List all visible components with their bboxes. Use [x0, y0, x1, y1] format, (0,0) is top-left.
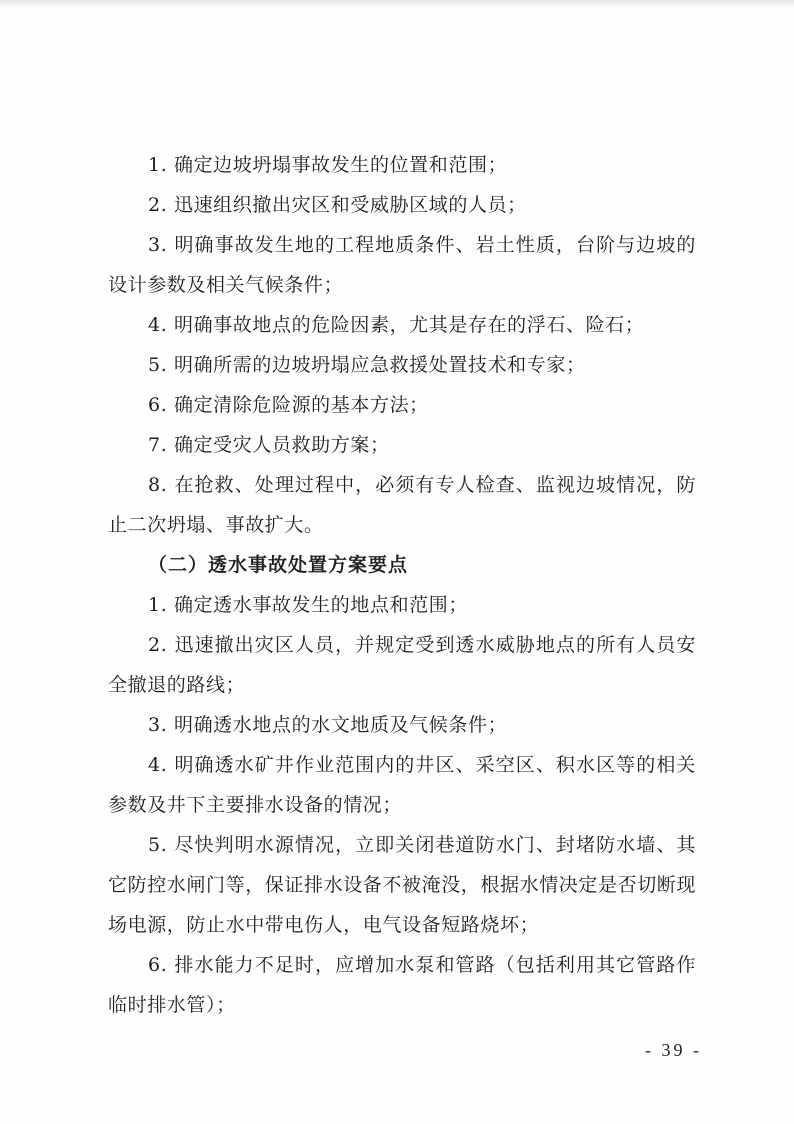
paragraph-1-1: 1. 确定边坡坍塌事故发生的位置和范围； — [148, 154, 508, 176]
paragraph-2-2: 2. 迅速撤出灾区人员，并规定受到透水威胁地点的所有人员安全撤退的路线； — [108, 634, 696, 696]
paragraph-1-2: 2. 迅速组织撤出灾区和受威胁区域的人员； — [148, 194, 527, 216]
paragraph-1-5: 5. 明确所需的边坡坍塌应急救援处置技术和专家； — [148, 354, 586, 376]
document-body — [108, 145, 696, 1025]
scan-edge-shadow — [0, 0, 794, 8]
paragraph-1-4: 4. 明确事故地点的危险因素，尤其是存在的浮石、险石； — [148, 314, 645, 336]
section-heading: （二）透水事故处置方案要点 — [148, 554, 409, 576]
paragraph-1-6: 6. 确定清除危险源的基本方法； — [148, 394, 429, 416]
paragraph-1-3: 3. 明确事故发生地的工程地质条件、岩土性质，台阶与边坡的设计参数及相关气候条件； — [108, 234, 696, 296]
paragraph-2-4: 4. 明确透水矿井作业范围内的井区、采空区、积水区等的相关参数及井下主要排水设备的情况； — [108, 754, 696, 816]
paragraph-1-8: 8. 在抢救、处理过程中，必须有专人检查、监视边坡情况，防止二次坍塌、事故扩大。 — [108, 474, 696, 536]
page-number: - 39 - — [645, 1040, 702, 1060]
paragraph-2-3: 3. 明确透水地点的水文地质及气候条件； — [148, 714, 508, 736]
paragraph-2-6: 6. 排水能力不足时，应增加水泵和管路（包括利用其它管路作临时排水管）； — [108, 954, 696, 1016]
paragraph-2-1: 1. 确定透水事故发生的地点和范围； — [148, 594, 468, 616]
paragraph-1-7: 7. 确定受灾人员救助方案； — [148, 434, 390, 456]
paragraph-2-5: 5. 尽快判明水源情况，立即关闭巷道防水门、封堵防水墙、其它防控水闸门等，保证排水设备不被淹没，根据水情决定是否切断现场电源，防止水中带电伤人，电气设备短路烧坏； — [108, 834, 697, 936]
